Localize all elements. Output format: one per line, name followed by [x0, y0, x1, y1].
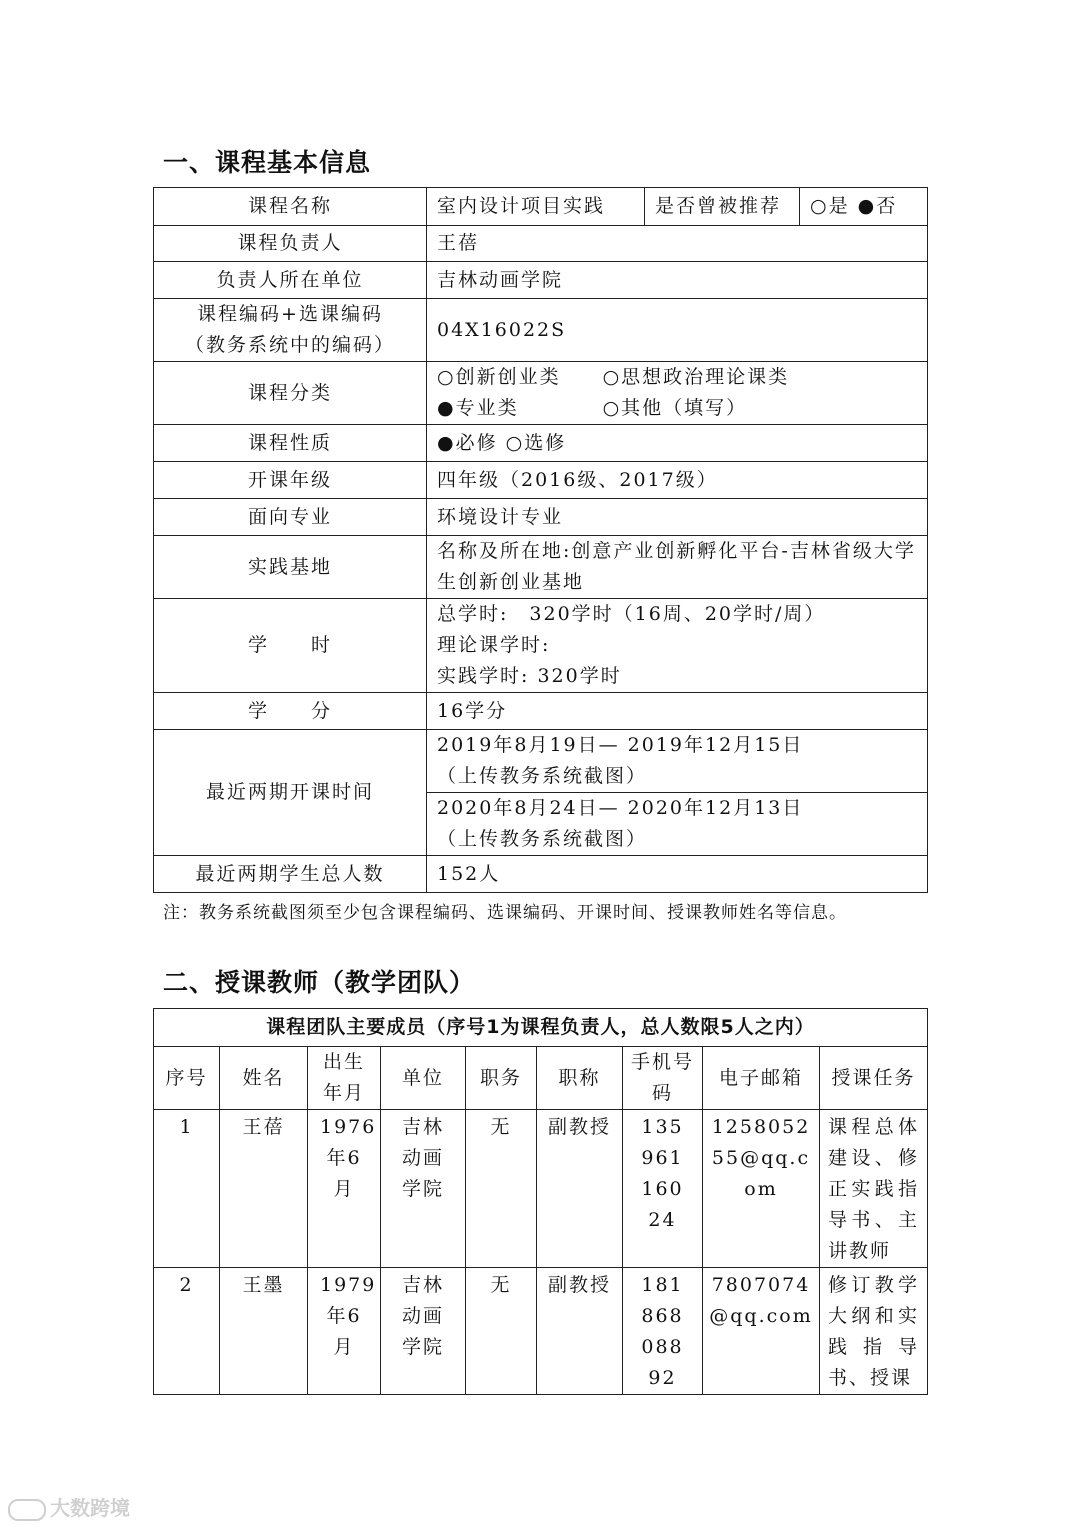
row-credit — [154, 693, 928, 730]
time-label: 最近两期开课时间 — [154, 730, 427, 856]
grade-label: 开课年级 — [154, 462, 427, 499]
col-header-task: 授课任务 — [820, 1047, 928, 1110]
category-value — [427, 362, 928, 425]
table-row — [154, 1110, 928, 1268]
team-table-title-row — [154, 1009, 928, 1047]
time-term-2-dates: 2020年8月24日— 2020年12月13日 — [437, 797, 804, 819]
code-label-line1: 课程编码+选课编码 — [197, 303, 383, 325]
credit-label: 学 分 — [154, 693, 427, 730]
member-task: 修订教学大纲和实践指导书、授课 — [820, 1268, 928, 1395]
course-info-table — [153, 187, 928, 893]
row-course-name — [154, 188, 928, 226]
category-options-line1: ○创新创业类 ○思想政治理论课类 — [437, 366, 790, 388]
row-unit — [154, 262, 928, 299]
owner-value: 王蓓 — [427, 226, 928, 262]
row-code — [154, 299, 928, 362]
row-nature — [154, 425, 928, 462]
section1-heading: 一、课程基本信息 — [163, 148, 372, 177]
owner-label: 课程负责人 — [154, 226, 427, 262]
code-label — [154, 299, 427, 362]
credit-value: 16学分 — [427, 693, 928, 730]
category-label: 课程分类 — [154, 362, 427, 425]
row-grade — [154, 462, 928, 499]
hours-theory: 理论课学时: — [437, 634, 551, 656]
grade-value: 四年级（2016级、2017级） — [427, 462, 928, 499]
watermark-text: 大数跨境 — [50, 1496, 130, 1520]
course-name-value: 室内设计项目实践 — [427, 188, 645, 226]
team-table-title: 课程团队主要成员（序号1为课程负责人，总人数限5人之内） — [154, 1009, 928, 1047]
member-unit: 吉林动画学院 — [381, 1110, 466, 1268]
time-term-2 — [427, 793, 928, 856]
table-row — [154, 1268, 928, 1395]
row-base — [154, 536, 928, 599]
table-note: 注：教务系统截图须至少包含课程编码、选课编码、开课时间、授课教师姓名等信息。 — [163, 903, 847, 923]
row-students — [154, 856, 928, 893]
member-name: 王蓓 — [220, 1110, 308, 1268]
col-header-birth: 出生年月 — [308, 1047, 381, 1110]
col-header-no: 序号 — [154, 1047, 220, 1110]
hours-value — [427, 599, 928, 693]
time-term-2-note: （上传教务系统截图） — [437, 828, 648, 850]
col-header-phone: 手机号码 — [623, 1047, 703, 1110]
member-duty: 无 — [466, 1110, 537, 1268]
team-table — [153, 1008, 928, 1395]
member-email: 7807074@qq.com — [703, 1268, 820, 1395]
col-header-title: 职称 — [537, 1047, 623, 1110]
time-term-1-note: （上传教务系统截图） — [437, 765, 648, 787]
member-phone: 13596116024 — [623, 1110, 703, 1268]
students-label: 最近两期学生总人数 — [154, 856, 427, 893]
member-unit: 吉林动画学院 — [381, 1268, 466, 1395]
row-category — [154, 362, 928, 425]
member-birth: 1979年6月 — [308, 1268, 381, 1395]
category-options-line2: ●专业类 ○其他（填写） — [437, 397, 748, 419]
row-major — [154, 499, 928, 536]
member-title: 副教授 — [537, 1110, 623, 1268]
member-email: 125805255@qq.com — [703, 1110, 820, 1268]
col-header-name: 姓名 — [220, 1047, 308, 1110]
nature-label: 课程性质 — [154, 425, 427, 462]
member-task: 课程总体建设、修正实践指导书、主讲教师 — [820, 1110, 928, 1268]
time-term-1-dates: 2019年8月19日— 2019年12月15日 — [437, 734, 804, 756]
watermark-logo-icon — [8, 1499, 46, 1521]
col-header-unit: 单位 — [381, 1047, 466, 1110]
member-birth: 1976年6月 — [308, 1110, 381, 1268]
hours-total: 总学时: 320学时（16周、20学时/周） — [437, 603, 826, 625]
unit-label: 负责人所在单位 — [154, 262, 427, 299]
unit-value: 吉林动画学院 — [427, 262, 928, 299]
member-duty: 无 — [466, 1268, 537, 1395]
nature-value: ●必修 ○选修 — [427, 425, 928, 462]
member-title: 副教授 — [537, 1268, 623, 1395]
watermark — [8, 1492, 130, 1521]
base-value: 名称及所在地:创意产业创新孵化平台-吉林省级大学生创新创业基地 — [427, 536, 928, 599]
course-name-label: 课程名称 — [154, 188, 427, 226]
member-name: 王墨 — [220, 1268, 308, 1395]
hours-practice: 实践学时: 320学时 — [437, 665, 622, 687]
hours-label: 学 时 — [154, 599, 427, 693]
major-label: 面向专业 — [154, 499, 427, 536]
code-label-line2: （教务系统中的编码） — [184, 334, 395, 356]
team-table-header-row — [154, 1047, 928, 1110]
member-no: 1 — [154, 1110, 220, 1268]
recommended-value: ○是 ●否 — [800, 188, 928, 226]
member-no: 2 — [154, 1268, 220, 1395]
section2-heading: 二、授课教师（教学团队） — [163, 968, 476, 997]
member-phone: 18186808892 — [623, 1268, 703, 1395]
row-owner — [154, 226, 928, 262]
row-hours — [154, 599, 928, 693]
code-value: 04X16022S — [427, 299, 928, 362]
col-header-duty: 职务 — [466, 1047, 537, 1110]
time-term-1 — [427, 730, 928, 793]
col-header-email: 电子邮箱 — [703, 1047, 820, 1110]
major-value: 环境设计专业 — [427, 499, 928, 536]
recommended-label: 是否曾被推荐 — [645, 188, 800, 226]
base-label: 实践基地 — [154, 536, 427, 599]
row-time-1 — [154, 730, 928, 793]
students-value: 152人 — [427, 856, 928, 893]
